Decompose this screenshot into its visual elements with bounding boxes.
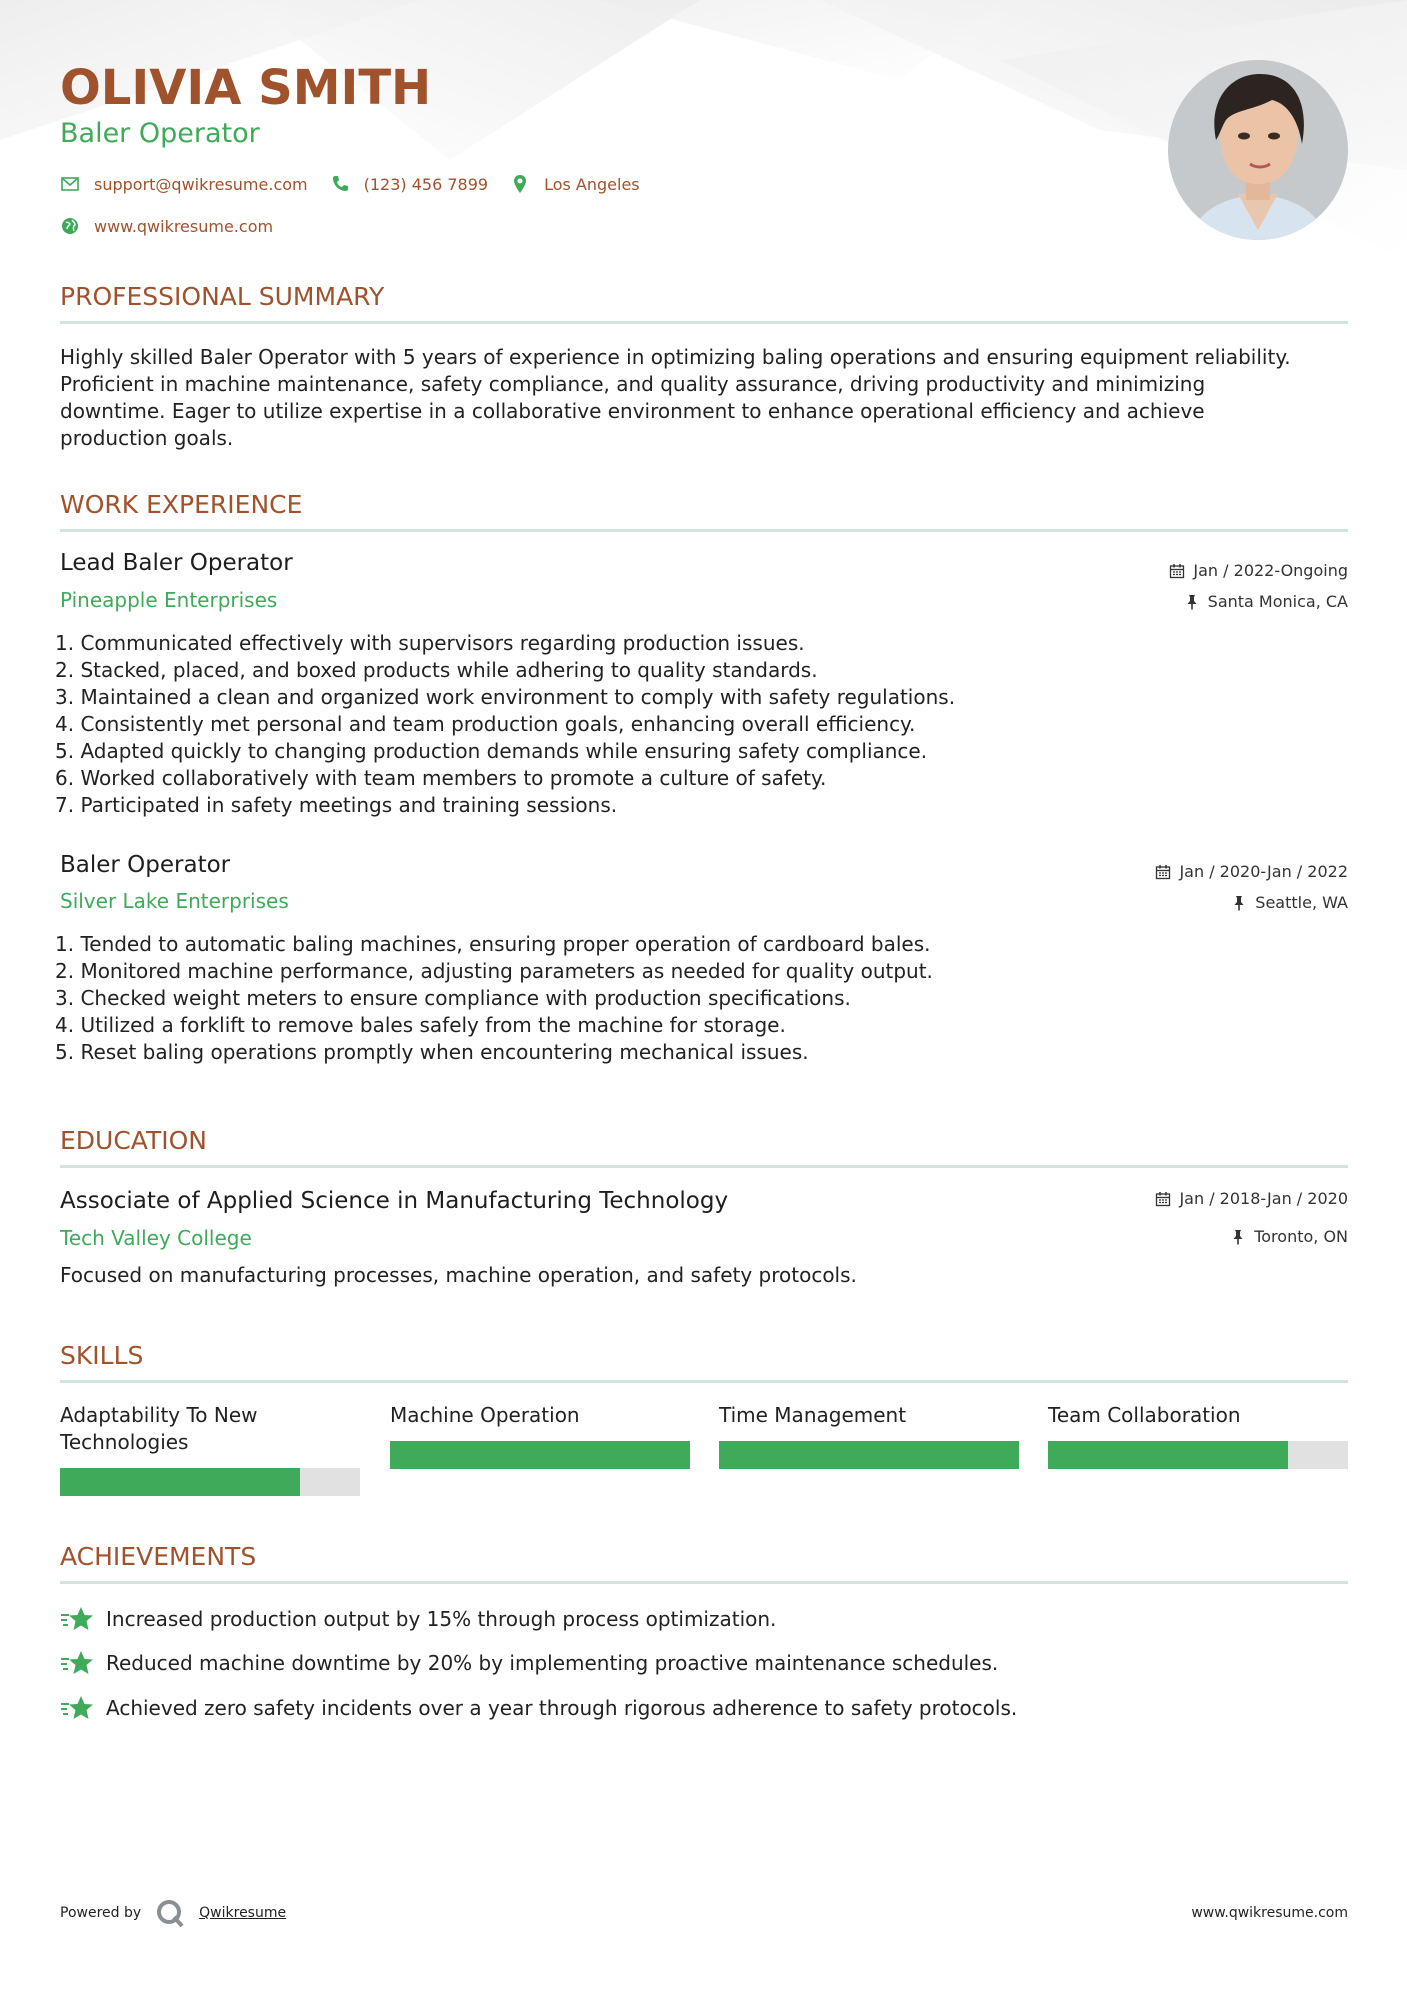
duty-item: 4. Utilized a forklift to remove bales safely from the machine for storage. [55, 1013, 786, 1037]
candidate-name: OLIVIA SMITH [60, 60, 432, 116]
job-dates [1169, 561, 1348, 580]
skill-item [719, 1402, 1019, 1429]
footer-branding [60, 1898, 286, 1928]
duty-item: 2. Monitored machine performance, adjusting parameters as needed for quality output. [55, 959, 933, 983]
summary-text [60, 344, 1348, 452]
skill-name: Time Management [719, 1403, 907, 1427]
achievement-item [60, 1606, 776, 1632]
skill-bar-fill [60, 1468, 300, 1496]
duty-item: 7. Participated in safety meetings and training sessions. [55, 793, 618, 817]
skills-heading: SKILLS [60, 1341, 1348, 1383]
website-row [60, 216, 295, 236]
skill-name: Team Collaboration [1048, 1403, 1241, 1427]
skill-name: Adaptability To New [60, 1403, 258, 1427]
profile-photo [1168, 60, 1348, 240]
education-dates [1155, 1189, 1348, 1208]
job-dates-text: Jan / 2022-Ongoing [1193, 561, 1348, 580]
qwikresume-link[interactable]: Qwikresume [199, 1905, 287, 1921]
powered-by-label: Powered by [60, 1905, 142, 1921]
skill-item [390, 1402, 690, 1429]
location-text: Los Angeles [544, 174, 640, 194]
job-duties [55, 931, 1343, 1066]
pushpin-icon [1230, 1229, 1246, 1245]
job-dates-text: Jan / 2020-Jan / 2022 [1179, 862, 1348, 881]
resume-page [55, 0, 1348, 1990]
job-title: Lead Baler Operator [60, 550, 293, 576]
duty-item: 3. Maintained a clean and organized work environment to comply with safety regulations. [55, 685, 956, 709]
skill-bar [60, 1468, 360, 1496]
summary-line: downtime. Eager to utilize expertise in a collaborative environment to enhance operational efficiency and achieve [60, 399, 1205, 423]
phone-number[interactable]: (123) 456 7899 [363, 174, 489, 194]
phone-icon [330, 174, 350, 194]
duty-item: 4. Consistently met personal and team production goals, enhancing overall efficiency. [55, 712, 916, 736]
envelope-icon [60, 174, 80, 194]
skill-bar-fill [1048, 1441, 1288, 1469]
duty-item: 3. Checked weight meters to ensure compliance with production specifications. [55, 986, 851, 1010]
star-icon [60, 1650, 94, 1676]
skill-name: Machine Operation [390, 1403, 580, 1427]
duty-item: 1. Tended to automatic baling machines, ensuring proper operation of cardboard bales. [55, 932, 931, 956]
education-dates-text: Jan / 2018-Jan / 2020 [1179, 1189, 1348, 1208]
skill-item [1048, 1402, 1348, 1429]
job-location-text: Santa Monica, CA [1207, 592, 1348, 611]
globe-icon [60, 216, 80, 236]
calendar-icon [1155, 864, 1171, 880]
duty-item: 5. Adapted quickly to changing production demands while ensuring safety compliance. [55, 739, 928, 763]
skill-name-cont: Technologies [60, 1430, 189, 1454]
education-heading: EDUCATION [60, 1126, 1348, 1168]
job-title: Baler Operator [60, 852, 231, 878]
education-location-text: Toronto, ON [1254, 1227, 1348, 1246]
pushpin-icon [1231, 895, 1247, 911]
skill-item [60, 1402, 360, 1456]
experience-heading: WORK EXPERIENCE [60, 490, 1348, 532]
education-location [1230, 1227, 1348, 1246]
degree-title: Associate of Applied Science in Manufacturing Technology [60, 1188, 729, 1214]
achievements-heading: ACHIEVEMENTS [60, 1542, 1348, 1584]
job-dates [1155, 862, 1348, 881]
skill-bar [719, 1441, 1019, 1469]
duty-item: 6. Worked collaboratively with team members to promote a culture of safety. [55, 766, 827, 790]
contact-row [60, 174, 662, 194]
skill-bar [390, 1441, 690, 1469]
star-icon [60, 1695, 94, 1721]
email-link[interactable]: support@qwikresume.com [94, 174, 308, 194]
qwikresume-logo-icon [155, 1898, 185, 1928]
footer-website[interactable]: www.qwikresume.com [1191, 1905, 1348, 1921]
map-marker-icon [510, 174, 530, 194]
skill-bar [1048, 1441, 1348, 1469]
achievement-text: Increased production output by 15% through process optimization. [106, 1607, 777, 1631]
pushpin-icon [1184, 594, 1200, 610]
skill-bar-fill [719, 1441, 1019, 1469]
education-description: Focused on manufacturing processes, machine operation, and safety protocols. [60, 1263, 857, 1287]
achievement-item [60, 1650, 998, 1676]
duty-item: 1. Communicated effectively with supervisors regarding production issues. [55, 631, 805, 655]
skill-bar-fill [390, 1441, 690, 1469]
summary-line: Proficient in machine maintenance, safety compliance, and quality assurance, driving productivity and minimizing [60, 372, 1206, 396]
job-location [1184, 592, 1348, 611]
achievement-item [60, 1695, 1017, 1721]
achievement-text: Reduced machine downtime by 20% by implementing proactive maintenance schedules. [106, 1651, 999, 1675]
calendar-icon [1155, 1191, 1171, 1207]
duty-item: 2. Stacked, placed, and boxed products while adhering to quality standards. [55, 658, 818, 682]
summary-line: production goals. [60, 426, 234, 450]
school-name: Tech Valley College [60, 1226, 252, 1250]
job-company: Pineapple Enterprises [60, 588, 278, 612]
job-location-text: Seattle, WA [1255, 893, 1348, 912]
summary-heading: PROFESSIONAL SUMMARY [60, 282, 1348, 324]
job-company: Silver Lake Enterprises [60, 889, 289, 913]
summary-line: Highly skilled Baler Operator with 5 years of experience in optimizing baling operations and ensuring equipment reliability. [60, 345, 1291, 369]
job-duties [55, 630, 1343, 819]
candidate-title: Baler Operator [60, 118, 260, 149]
job-location [1231, 893, 1348, 912]
duty-item: 5. Reset baling operations promptly when encountering mechanical issues. [55, 1040, 809, 1064]
achievement-text: Achieved zero safety incidents over a year through rigorous adherence to safety protocols. [106, 1696, 1018, 1720]
calendar-icon [1169, 563, 1185, 579]
star-icon [60, 1606, 94, 1632]
website-link[interactable]: www.qwikresume.com [94, 216, 274, 236]
